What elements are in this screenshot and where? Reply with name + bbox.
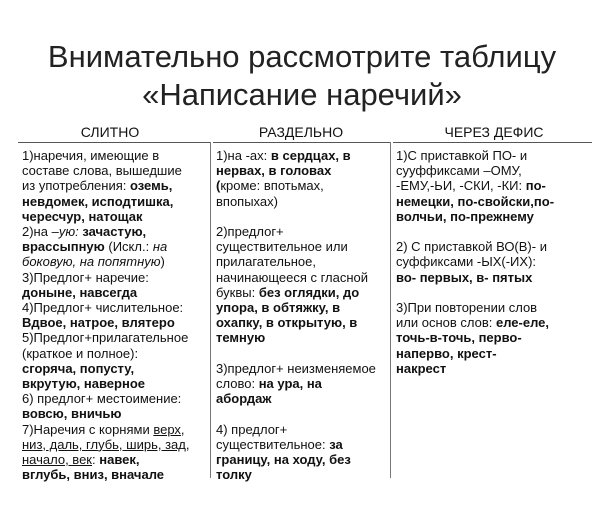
- text-line: [396, 194, 554, 209]
- example-words: границу, на ходу, без: [216, 452, 351, 468]
- header-cherez-defis: ЧЕРЕЗ ДЕФИС: [444, 124, 544, 140]
- text-line: 1)С приставкой ПО- и: [396, 148, 528, 163]
- text-line: прилагательное,: [216, 254, 316, 270]
- text-line: [22, 224, 189, 239]
- header-razdelno: РАЗДЕЛЬНО: [258, 124, 344, 140]
- page-title: [0, 38, 604, 114]
- text-line: начинающееся с гласной: [216, 269, 369, 285]
- example-words: упора, в обтяжку, в: [216, 300, 341, 316]
- suffix-note: ую:: [58, 224, 79, 240]
- text-line: [396, 178, 554, 193]
- text-fragment: 1)на -ах:: [216, 148, 271, 163]
- text-line: 2) С приставкой ВО(В)- и: [396, 239, 547, 255]
- example-words: без оглядки, до: [258, 284, 360, 300]
- text-line: [216, 376, 376, 391]
- text-fragment: или основ слов:: [396, 315, 496, 331]
- root-words: низ, даль, глубь, ширь, зад,: [22, 436, 190, 452]
- text-line: [22, 376, 189, 391]
- text-fragment: кроме: впотьмах,: [220, 178, 324, 194]
- text-fragment: слово:: [216, 376, 259, 392]
- text-line: [22, 239, 189, 254]
- text-fragment: буквы:: [216, 284, 259, 300]
- title-line-1: Внимательно рассмотрите таблицу: [47, 39, 557, 74]
- text-fragment: :: [92, 452, 100, 468]
- text-fragment: 2)на –: [22, 224, 59, 240]
- column-razdelno: [216, 148, 376, 482]
- text-fragment: (Искл.:: [104, 239, 153, 255]
- example-words: во- первых, в- пятых: [396, 269, 533, 285]
- example-words: невдомек, исподтишка,: [22, 193, 174, 209]
- example-words: вовсю, вничью: [22, 406, 122, 422]
- example-words: абордаж: [216, 391, 272, 407]
- example-words: оземь,: [129, 178, 173, 194]
- exception-words: на: [152, 239, 168, 255]
- text-line: [22, 406, 189, 421]
- text-line: [22, 452, 189, 467]
- example-words: сгоряча, попусту,: [22, 360, 135, 376]
- example-words: Вдвое, натрое, влятеро: [22, 315, 175, 331]
- text-line: [216, 178, 376, 193]
- example-words: вглубь, вниз, вначале: [22, 467, 165, 483]
- text-line: [396, 361, 554, 376]
- text-line: 5)Предлог+прилагательное: [22, 330, 189, 346]
- text-fragment: ): [160, 254, 165, 270]
- text-line: [216, 315, 376, 330]
- text-line: [22, 178, 189, 193]
- example-words: еле-еле,: [495, 315, 550, 331]
- example-words: точь-в-точь, перво-: [396, 330, 522, 346]
- example-words: накрест: [396, 360, 447, 376]
- text-line: [22, 194, 189, 209]
- spacer: [216, 209, 376, 224]
- title-line-2: «Написание наречий»: [142, 77, 462, 112]
- text-fragment: -ЕМУ,-ЬИ, -СКИ, -КИ:: [396, 178, 526, 194]
- text-line: [22, 254, 189, 269]
- column-divider-1: [210, 142, 211, 478]
- text-line: суффиксами -ЫХ(-ИХ):: [396, 254, 537, 270]
- column-divider-2: [390, 142, 391, 478]
- example-words: нервах, в головах: [216, 163, 332, 179]
- text-line: [22, 285, 189, 300]
- text-line: 4)Предлог+ числительное:: [22, 300, 184, 316]
- text-line: [396, 209, 554, 224]
- example-words: по-: [525, 178, 546, 194]
- text-line: 3)Предлог+ наречие:: [22, 269, 149, 285]
- example-words: врассыпную: [22, 239, 105, 255]
- example-words: темную: [216, 330, 266, 346]
- text-line: 2)предлог+: [216, 224, 284, 239]
- text-line: [396, 346, 554, 361]
- text-line: 4) предлог+: [216, 421, 288, 437]
- text-line: 6) предлог+ местоимение:: [22, 391, 182, 407]
- spacer: [216, 406, 376, 421]
- text-line: [216, 330, 376, 345]
- text-line: [22, 315, 189, 330]
- root-words: начало, век: [22, 452, 92, 468]
- text-line: [216, 437, 376, 452]
- text-line: 1)наречия, имеющие в: [22, 148, 160, 163]
- text-fragment: существительное:: [216, 436, 330, 452]
- text-line: [216, 452, 376, 467]
- exception-words: боковую, на попятную: [22, 254, 161, 270]
- text-line: [216, 391, 376, 406]
- spacer: [396, 224, 554, 239]
- spacer: [396, 285, 554, 300]
- header-slitno: СЛИТНО: [80, 124, 140, 140]
- text-line: [216, 285, 376, 300]
- example-words: немецки, по-свойски,по-: [396, 193, 555, 209]
- text-line: [22, 467, 189, 482]
- example-words: на ура, на: [258, 376, 322, 392]
- example-words: зачастую,: [78, 224, 147, 240]
- spacer: [216, 346, 376, 361]
- text-line: [216, 300, 376, 315]
- column-cherez-defis: [396, 148, 554, 376]
- example-words: в сердцах, в: [270, 148, 351, 163]
- text-line: составе слова, вышедшие: [22, 163, 182, 179]
- text-line: [216, 163, 376, 178]
- header-rule-2: [213, 142, 390, 143]
- text-line: [396, 270, 554, 285]
- example-words: охапку, в открытую, в: [216, 315, 358, 331]
- text-line: [22, 361, 189, 376]
- header-rule-1: [18, 142, 210, 143]
- text-line: впопыхах): [216, 193, 278, 209]
- example-words: волчьи, по-прежнему: [396, 208, 534, 224]
- text-line: [216, 467, 376, 482]
- text-line: существительное или: [216, 239, 348, 255]
- header-rule-3: [393, 142, 592, 143]
- example-words: толку: [216, 467, 252, 483]
- text-line: [396, 330, 554, 345]
- example-words: чересчур, натощак: [22, 208, 143, 224]
- text-line: [22, 437, 189, 452]
- text-fragment: 7)Наречия с корнями: [22, 421, 154, 437]
- text-line: сууффиксами –ОМУ,: [396, 163, 522, 179]
- text-fragment: (: [216, 178, 221, 194]
- root-words: верх,: [153, 421, 185, 437]
- text-line: [22, 209, 189, 224]
- column-slitno: [22, 148, 189, 482]
- example-words: доныне, навсегда: [22, 284, 138, 300]
- text-line: [216, 148, 376, 163]
- text-line: 3)предлог+ неизменяемое: [216, 360, 376, 376]
- example-words: наперво, крест-: [396, 345, 497, 361]
- example-words: за: [329, 436, 343, 452]
- text-line: [22, 422, 189, 437]
- text-line: [396, 315, 554, 330]
- text-line: 3)При повторении слов: [396, 300, 538, 315]
- text-fragment: из употребления:: [22, 178, 130, 194]
- example-words: вкрутую, наверное: [22, 376, 145, 392]
- text-line: (краткое и полное):: [22, 345, 139, 361]
- example-words: навек,: [99, 452, 140, 468]
